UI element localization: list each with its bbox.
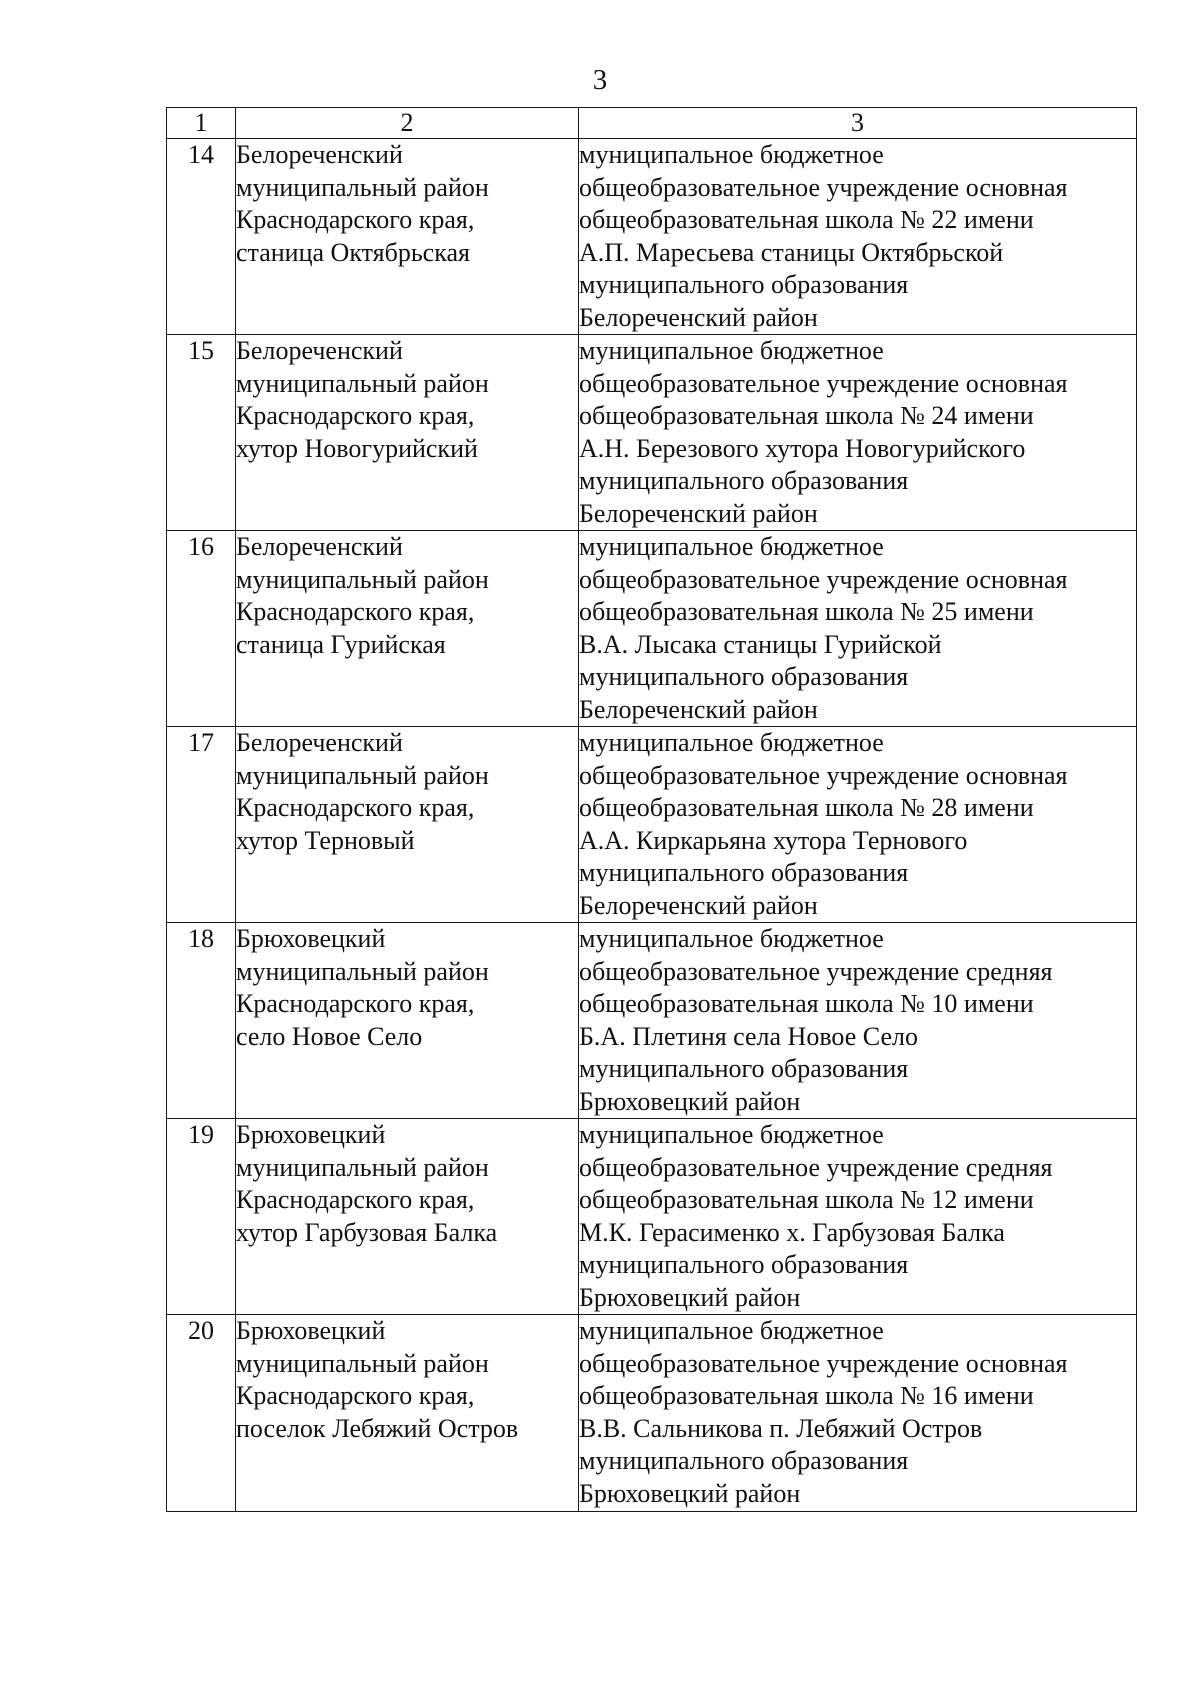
institution-line: муниципальное бюджетное: [579, 728, 884, 757]
institution-line: муниципального образования: [579, 270, 909, 299]
table-row: [167, 1119, 1137, 1315]
row-number: 18: [167, 923, 236, 1119]
locality-line: хутор Терновый: [236, 825, 415, 855]
institution-line: В.В. Сальникова п. Лебяжий Остров: [579, 1413, 983, 1443]
locality-line: муниципальный район: [236, 956, 489, 986]
institution-line: муниципального образования: [579, 662, 909, 691]
row-number: 14: [167, 139, 236, 335]
institution-line: муниципальное бюджетное: [579, 1120, 884, 1149]
institution-line: Брюховецкий район: [579, 1282, 801, 1312]
table-row: [167, 531, 1137, 727]
institution-line: А.Н. Березового хутора Новогурийского: [579, 433, 1026, 463]
locality-line: село Новое Село: [236, 1021, 423, 1051]
institution-line: муниципального образования: [579, 1446, 909, 1475]
column-header-locality: 2: [236, 108, 579, 139]
table-header-row: [167, 108, 1137, 139]
institution-line: Брюховецкий район: [579, 1086, 801, 1116]
locality-line: Белореченский: [236, 140, 403, 169]
institution-line: общеобразовательное учреждение средняя: [579, 956, 1053, 986]
locality-cell: [236, 1315, 579, 1512]
institution-line: Белореченский район: [579, 302, 818, 332]
institution-line: общеобразовательное учреждение основная: [579, 1348, 1068, 1378]
institution-line: общеобразовательная школа № 24 имени: [579, 401, 1034, 430]
institution-line: муниципального образования: [579, 466, 909, 495]
locality-cell: [236, 139, 579, 335]
institution-line: Белореченский район: [579, 694, 818, 724]
institution-line: общеобразовательное учреждение основная: [579, 172, 1068, 202]
locality-line: Краснодарского края,: [236, 597, 475, 626]
locality-line: муниципальный район: [236, 564, 489, 594]
institution-line: общеобразовательное учреждение основная: [579, 368, 1068, 398]
institution-line: муниципальное бюджетное: [579, 1316, 884, 1345]
row-number: 15: [167, 335, 236, 531]
locality-line: Краснодарского края,: [236, 989, 475, 1018]
table-row: [167, 727, 1137, 923]
institution-line: А.А. Киркарьяна хутора Тернового: [579, 825, 968, 855]
institution-line: общеобразовательная школа № 25 имени: [579, 597, 1034, 626]
institution-line: общеобразовательная школа № 12 имени: [579, 1185, 1034, 1214]
locality-cell: [236, 923, 579, 1119]
locality-line: Краснодарского края,: [236, 1381, 475, 1410]
institution-cell: [579, 139, 1137, 335]
institution-line: общеобразовательное учреждение основная: [579, 760, 1068, 790]
column-header-institution: 3: [579, 108, 1137, 139]
locality-line: муниципальный район: [236, 1152, 489, 1182]
institution-line: Белореченский район: [579, 890, 818, 920]
institution-line: муниципальное бюджетное: [579, 532, 884, 561]
locality-line: Белореченский: [236, 728, 403, 757]
institution-line: муниципальное бюджетное: [579, 924, 884, 953]
locality-line: хутор Гарбузовая Балка: [236, 1217, 498, 1247]
table-body: [167, 139, 1137, 1512]
table-row: [167, 1315, 1137, 1512]
institution-line: общеобразовательное учреждение основная: [579, 564, 1068, 594]
locality-cell: [236, 727, 579, 923]
institution-cell: [579, 1315, 1137, 1512]
institution-line: Белореченский район: [579, 498, 818, 528]
table-row: [167, 139, 1137, 335]
locality-line: Брюховецкий: [236, 924, 386, 953]
institution-cell: [579, 531, 1137, 727]
column-header-number: 1: [167, 108, 236, 139]
institution-line: муниципальное бюджетное: [579, 336, 884, 365]
institution-cell: [579, 727, 1137, 923]
locality-line: муниципальный район: [236, 368, 489, 398]
locality-cell: [236, 335, 579, 531]
locality-cell: [236, 531, 579, 727]
locality-line: Краснодарского края,: [236, 793, 475, 822]
institution-line: общеобразовательная школа № 16 имени: [579, 1381, 1034, 1410]
locality-line: Брюховецкий: [236, 1316, 386, 1345]
locality-line: Брюховецкий: [236, 1120, 386, 1149]
institution-line: муниципального образования: [579, 858, 909, 887]
locality-line: хутор Новогурийский: [236, 433, 478, 463]
locality-line: поселок Лебяжий Остров: [236, 1413, 519, 1443]
institution-line: М.К. Герасименко х. Гарбузовая Балка: [579, 1217, 1005, 1247]
table-row: [167, 923, 1137, 1119]
locality-cell: [236, 1119, 579, 1315]
institution-cell: [579, 1119, 1137, 1315]
row-number: 20: [167, 1315, 236, 1512]
institution-cell: [579, 335, 1137, 531]
institution-line: общеобразовательная школа № 28 имени: [579, 793, 1034, 822]
locality-line: Краснодарского края,: [236, 401, 475, 430]
locality-line: муниципальный район: [236, 172, 489, 202]
institution-line: А.П. Маресьева станицы Октябрьской: [579, 237, 1004, 267]
institution-line: общеобразовательное учреждение средняя: [579, 1152, 1053, 1182]
institution-line: муниципальное бюджетное: [579, 140, 884, 169]
institution-line: В.А. Лысака станицы Гурийской: [579, 629, 942, 659]
locality-line: Белореченский: [236, 336, 403, 365]
page-number: 3: [592, 64, 608, 96]
locality-line: станица Гурийская: [236, 629, 446, 659]
row-number: 17: [167, 727, 236, 923]
institution-line: общеобразовательная школа № 22 имени: [579, 205, 1034, 234]
locality-line: Белореченский: [236, 532, 403, 561]
institution-line: Брюховецкий район: [579, 1478, 801, 1508]
locality-line: Краснодарского края,: [236, 205, 475, 234]
locality-line: Краснодарского края,: [236, 1185, 475, 1214]
schools-table: [166, 107, 1137, 1512]
institution-line: общеобразовательная школа № 10 имени: [579, 989, 1034, 1018]
institution-line: муниципального образования: [579, 1250, 909, 1279]
institution-cell: [579, 923, 1137, 1119]
row-number: 19: [167, 1119, 236, 1315]
locality-line: муниципальный район: [236, 1348, 489, 1378]
locality-line: станица Октябрьская: [236, 237, 470, 267]
institution-line: муниципального образования: [579, 1054, 909, 1083]
institution-line: Б.А. Плетиня села Новое Село: [579, 1021, 918, 1051]
table-row: [167, 335, 1137, 531]
row-number: 16: [167, 531, 236, 727]
locality-line: муниципальный район: [236, 760, 489, 790]
